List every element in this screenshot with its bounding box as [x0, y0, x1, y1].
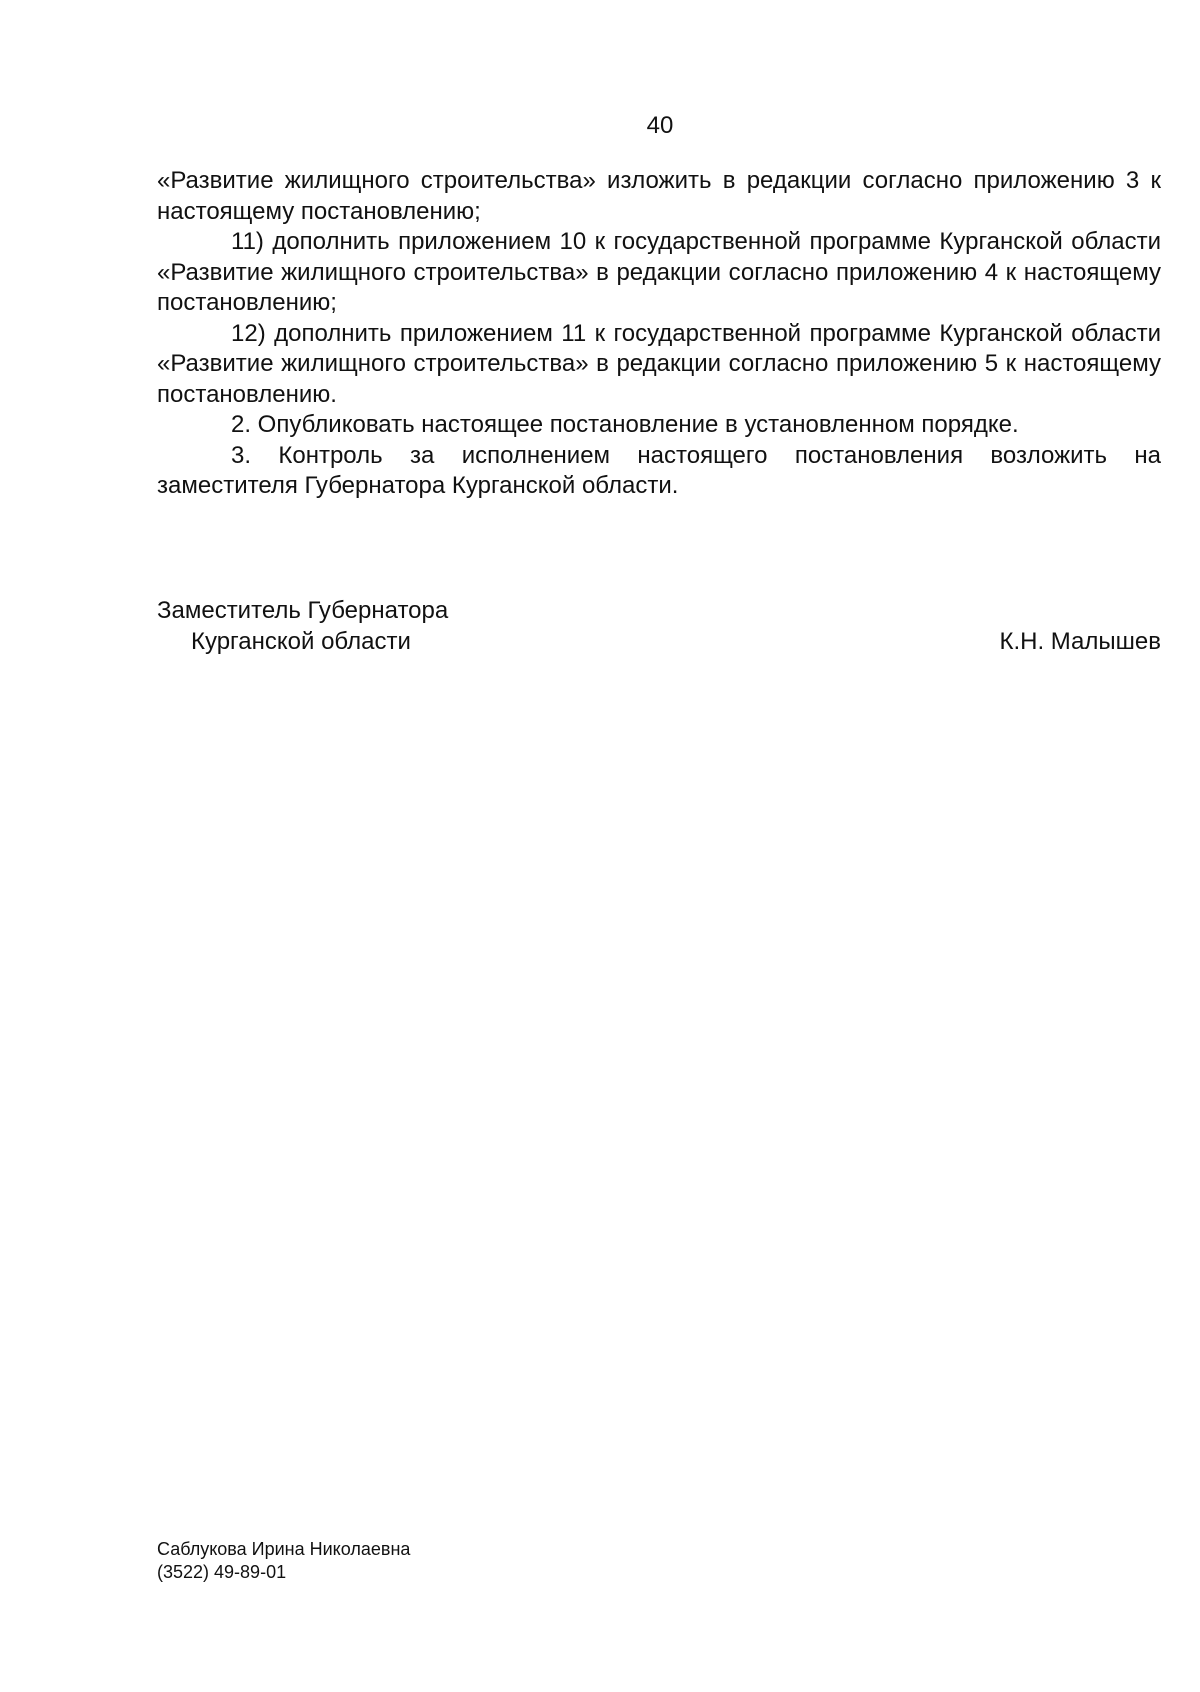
- signatory-title-line-2: Курганской области: [191, 628, 411, 655]
- signatory-title: [157, 595, 448, 657]
- paragraph-point-3: 3. Контроль за исполнением настоящего постановления возложить на заместителя Губернатора Курганской области.: [157, 441, 1161, 499]
- page-number: 40: [646, 112, 674, 139]
- signatory-name: К.Н. Малышев: [999, 628, 1161, 655]
- executor-info: [157, 1538, 410, 1584]
- paragraph-continuation: «Развитие жилищного строительства» изложить в редакции согласно приложению 3 к настоящему постановлению;: [157, 167, 1161, 225]
- executor-phone: (3522) 49-89-01: [157, 1562, 287, 1582]
- document-body: [157, 166, 1161, 502]
- signatory-title-line-1: Заместитель Губернатора: [157, 597, 449, 624]
- executor-name: Саблукова Ирина Николаевна: [157, 1539, 411, 1559]
- paragraph-item-11: 11) дополнить приложением 10 к государственной программе Курганской области «Развитие жилищного строительства» в редакции согласно приложению 4 к настоящему постановлению;: [157, 228, 1161, 316]
- paragraph-point-2: 2. Опубликовать настоящее постановление в установленном порядке.: [231, 411, 1019, 438]
- paragraph-item-12: 12) дополнить приложением 11 к государственной программе Курганской области «Развитие жилищного строительства» в редакции согласно приложению 5 к настоящему постановлению.: [157, 319, 1161, 408]
